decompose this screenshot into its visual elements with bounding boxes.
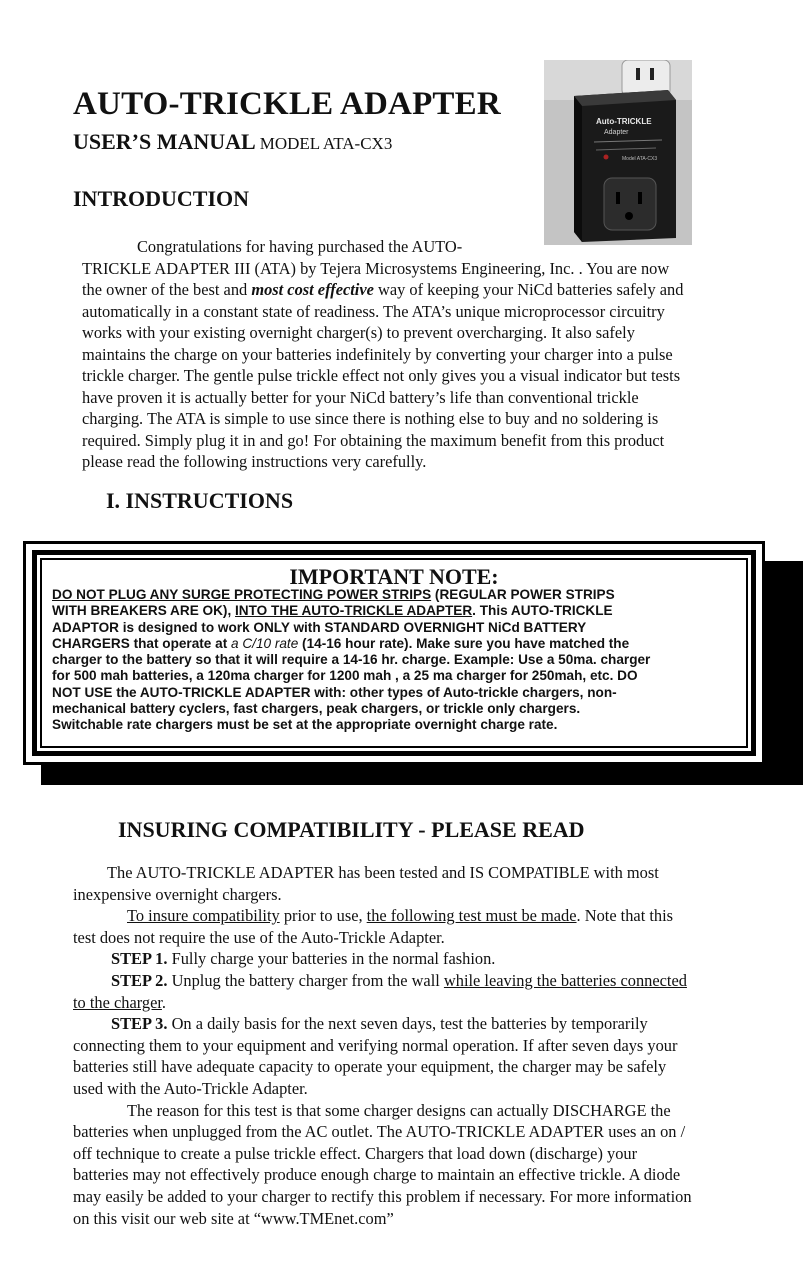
note-line: Switchable rate chargers must be set at the appropriate overnight charge rate. [52, 717, 558, 733]
photo-label-line-2: Adapter [604, 129, 629, 136]
note-line: charger to the battery so that it will require a 14-16 hr. charge. Example: Use a 50ma. charger [52, 652, 651, 668]
product-photo [544, 60, 692, 245]
compatibility-heading: INSURING COMPATIBILITY - PLEASE READ [118, 817, 585, 842]
step-2-underlined: while leaving the batteries connected [443, 970, 687, 990]
intro-emphasis: most cost effective [251, 280, 374, 299]
intro-line: automatically in a constant state of readiness. The ATA’s unique microprocessor circuitry [82, 301, 665, 321]
compat-line: used with the Auto-Trickle Adapter. [73, 1078, 308, 1098]
step-3-label: STEP 3. [111, 1014, 168, 1034]
intro-text: the owner of the best and [82, 280, 252, 299]
step-2-continued [73, 992, 733, 1014]
note-line: NOT USE the AUTO-TRICKLE ADAPTER with: other types of Auto-trickle chargers, non- [52, 684, 617, 700]
note-line: for 500 mah batteries, a 120ma charger for 1200 mah , a 25 ma charger for 250mah, etc. DO [52, 668, 638, 684]
note-line: ADAPTOR is designed to work ONLY with STANDARD OVERNIGHT NiCd BATTERY [52, 619, 587, 635]
note-line [52, 587, 742, 603]
note-line [52, 636, 742, 652]
note-text: (REGULAR POWER STRIPS [431, 587, 615, 602]
compat-line: inexpensive overnight chargers. [73, 884, 282, 904]
step-3-text: On a daily basis for the next seven days, test the batteries by temporarily [167, 1014, 648, 1034]
intro-line: required. Simply plug it in and go! For obtaining the maximum benefit from this product [82, 430, 665, 450]
subtitle-users-manual: USER’S MANUAL [73, 129, 256, 154]
note-warning-underlined: DO NOT PLUG ANY SURGE PROTECTING POWER STRIPS [52, 587, 432, 602]
subtitle-model: MODEL ATA-CX3 [259, 134, 393, 153]
note-line: mechanical battery cyclers, fast chargers, peak chargers, or trickle only chargers. [52, 701, 581, 717]
instructions-heading: I. INSTRUCTIONS [106, 488, 294, 513]
compat-line: connecting them to your equipment and verifying normal operation. If after seven days your [73, 1035, 678, 1055]
document-subtitle [73, 129, 392, 155]
intro-line [82, 279, 722, 301]
intro-line: works with your existing overnight charger(s) to prevent overcharging. It also safely [82, 323, 635, 342]
compat-line: batteries may not effectively produce enough charge to maintain an effective trickle. A diode [73, 1165, 681, 1185]
intro-line: Congratulations for having purchased the AUTO- [137, 237, 463, 256]
compat-line: on this visit our web site at “www.TMEnet.com” [73, 1208, 394, 1228]
note-text: (14-16 hour rate). Make sure you have matched the [298, 635, 630, 651]
step-2-end: . [161, 992, 167, 1012]
step-2-label: STEP 2. [111, 970, 168, 990]
step-1 [73, 948, 733, 970]
note-text: CHARGERS that operate at [52, 635, 232, 651]
introduction-paragraph [82, 236, 722, 473]
step-2-underlined: to the charger [73, 992, 162, 1012]
note-text: . This AUTO-TRICKLE [472, 603, 613, 619]
compat-line: The reason for this test is that some charger designs can actually DISCHARGE the [127, 1100, 671, 1120]
introduction-heading: INTRODUCTION [73, 186, 250, 211]
step-3 [73, 1013, 733, 1035]
note-line [52, 603, 742, 619]
step-2 [73, 970, 733, 992]
important-note-body [52, 587, 742, 734]
compat-text: prior to use, [279, 906, 367, 926]
compat-line: batteries still have adequate capacity to operate your equipment, the charger may be safely [73, 1057, 667, 1077]
compat-line [73, 905, 733, 927]
intro-line: have proven it is actually better for your NiCd battery’s life than conventional trickle [82, 387, 639, 407]
compat-line: may easily be added to your charger to rectify this problem if necessary. For more information [73, 1186, 692, 1206]
intro-line: maintains the charge on your batteries indefinitely by converting your charger into a pulse [82, 344, 673, 364]
compat-text: . Note that this [576, 906, 674, 926]
important-note-title: IMPORTANT NOTE: [289, 564, 499, 589]
intro-text: way of keeping your NiCd batteries safely and [373, 280, 684, 299]
intro-line: TRICKLE ADAPTER III (ATA) by Tejera Microsystems Engineering, Inc. . You are now [82, 258, 670, 278]
compat-line: test does not require the use of the Auto-Trickle Adapter. [73, 927, 445, 947]
step-2-text: Unplug the battery charger from the wall [167, 970, 444, 990]
intro-line: trickle charger. The gentle pulse trickle effect not only gives you a visual indicator but tests [82, 366, 681, 385]
product-photo-drawing [544, 60, 692, 245]
compat-underlined: To insure compatibility [127, 906, 280, 926]
step-1-text: Fully charge your batteries in the normal fashion. [167, 949, 496, 969]
note-text: WITH BREAKERS ARE OK), [52, 603, 236, 619]
intro-line: charging. The ATA is simple to use since there is nothing else to buy and no soldering is [82, 409, 659, 428]
compat-line: batteries when unplugged from the AC outlet. The AUTO-TRICKLE ADAPTER uses an on / [73, 1122, 686, 1142]
step-1-label: STEP 1. [111, 949, 168, 969]
photo-label-line-3: Model ATA-CX3 [622, 156, 658, 162]
compat-underlined: the following test must be made [366, 906, 577, 926]
compat-line: The AUTO-TRICKLE ADAPTER has been tested and IS COMPATIBLE with most [107, 863, 659, 882]
compatibility-section [73, 862, 733, 1229]
document-title: AUTO-TRICKLE ADAPTER [73, 86, 501, 122]
intro-line: please read the following instructions very carefully. [82, 452, 427, 471]
note-warning-underlined: INTO THE AUTO-TRICKLE ADAPTER [235, 603, 473, 619]
photo-label-line-1: Auto-TRICKLE [596, 117, 652, 126]
note-rate-italic: a C/10 rate [231, 635, 299, 651]
compat-line: off technique to create a pulse trickle effect. Chargers that load down (discharge) your [73, 1143, 638, 1163]
